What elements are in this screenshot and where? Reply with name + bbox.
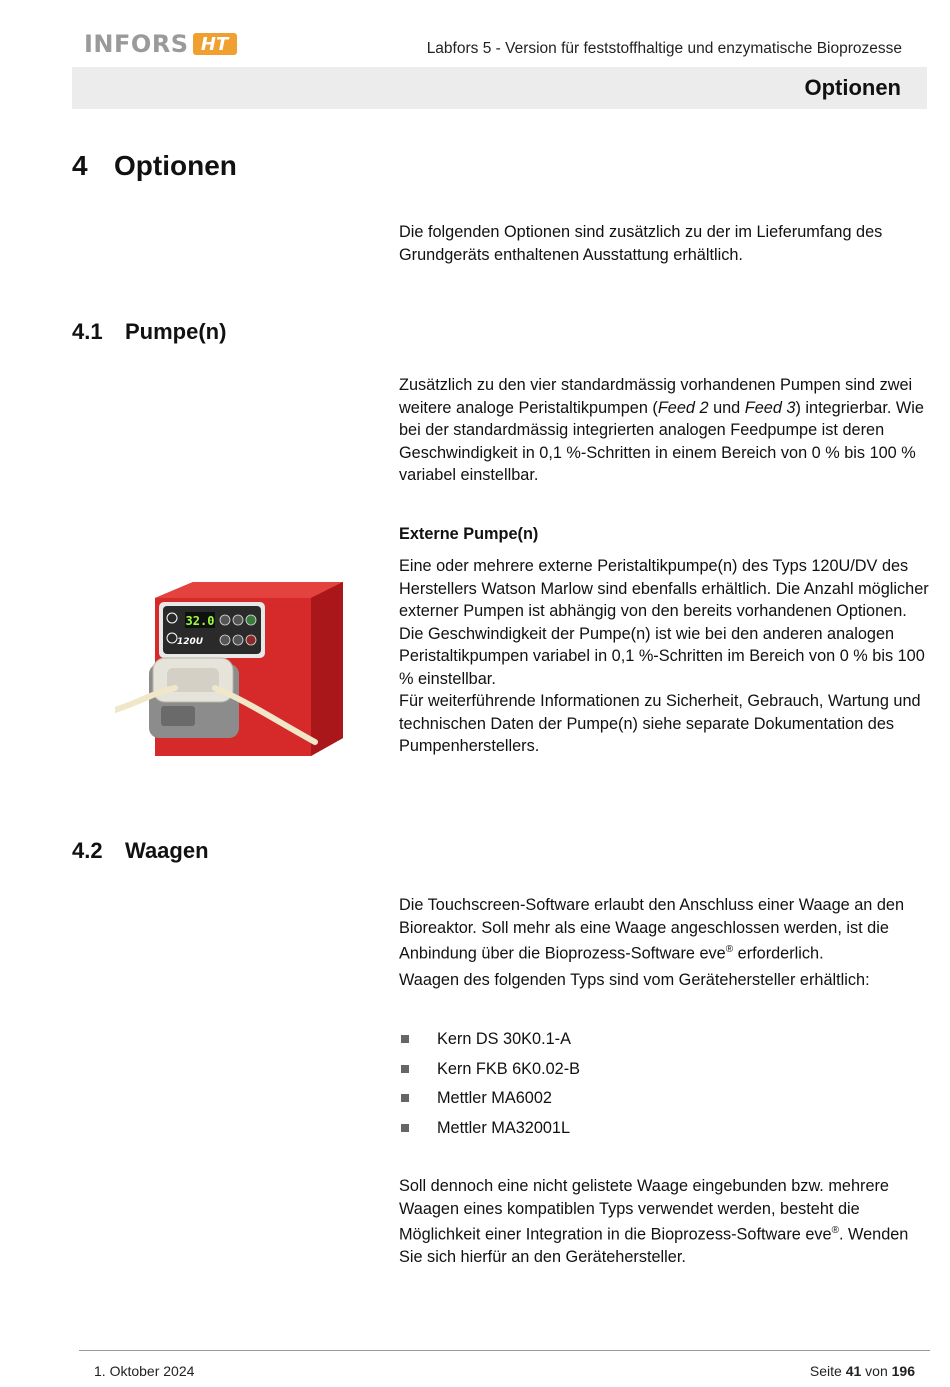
document-title: Labfors 5 - Version für feststoffhaltige und enzymatische Bioprozesse	[426, 40, 902, 57]
pump-model-label: 120U	[177, 637, 204, 647]
footer-page-number: Seite 41 von 196	[809, 1363, 915, 1379]
section-heading-pumps	[72, 319, 226, 345]
header-section-title: Optionen	[804, 75, 901, 100]
bullet-square-icon	[401, 1035, 409, 1043]
pump-button-1	[220, 615, 230, 625]
feed-3-label: Feed 3	[744, 398, 796, 417]
pump-start-button	[246, 615, 256, 625]
bullet-square-icon	[401, 1094, 409, 1102]
pump-body-top	[155, 582, 343, 598]
scales-paragraph-3: Soll dennoch eine nicht gelistete Waage eingebunden bzw. mehrere Waagen eines kompatiblen Typs verwendet werden, besteht die Möglichkeit einer Integration in die Bioprozess-Software eve®. Wenden Sie sich hierfür an den Gerätehersteller.	[399, 1177, 909, 1266]
feed-2-label: Feed 2	[657, 398, 709, 417]
pump-button-2	[233, 615, 243, 625]
header-bar	[72, 67, 927, 109]
bullet-square-icon	[401, 1065, 409, 1073]
scales-paragraph-1: Die Touchscreen-Software erlaubt den Anschluss einer Waage an den Bioreaktor. Soll mehr als eine Waage angeschlossen werden, ist die Anbindung über die Bioprozess-Software eve® erforderlich.	[399, 896, 905, 963]
section-number: 4.2	[72, 838, 103, 863]
pump-body-right	[311, 582, 343, 756]
external-pumps-heading: Externe Pumpe(n)	[399, 525, 539, 543]
external-pumps-text	[399, 555, 931, 758]
scales-list	[399, 1028, 580, 1146]
company-logo	[84, 30, 237, 58]
external-pumps-p2: Die Geschwindigkeit der Pumpe(n) ist wie bei den anderen analogen Peristaltikpumpen variabel in 0,1 %-Schritten im Bereich von 0 % bis 100 % einstellbar.	[399, 624, 925, 688]
bullet-square-icon	[401, 1124, 409, 1132]
pump-head-label	[161, 706, 195, 726]
list-item: Mettler MA32001L	[399, 1117, 580, 1147]
pump-button-3	[220, 635, 230, 645]
scales-paragraph-2: Waagen des folgenden Typs sind vom Gerätehersteller erhältlich:	[399, 971, 870, 989]
section-number: 4.1	[72, 319, 103, 344]
section-title: Waagen	[125, 838, 209, 863]
list-item: Kern DS 30K0.1-A	[399, 1028, 580, 1058]
chapter-heading	[72, 150, 237, 182]
chapter-number: 4	[72, 150, 88, 181]
pump-stop-button	[246, 635, 256, 645]
pump-display-value: 32.0	[185, 614, 215, 628]
section-title: Pumpe(n)	[125, 319, 227, 344]
list-item: Mettler MA6002	[399, 1087, 580, 1117]
peristaltic-pump-image	[115, 560, 347, 760]
logo-wordmark: INFORS	[84, 30, 189, 58]
pump-button-4	[233, 635, 243, 645]
external-pumps-p3: Für weiterführende Informationen zu Sicherheit, Gebrauch, Wartung und technischen Daten der Pumpe(n) siehe separate Dokumentation des Pumpenherstellers.	[399, 692, 921, 755]
section-heading-scales	[72, 838, 209, 864]
pumps-paragraph: Zusätzlich zu den vier standardmässig vorhandenen Pumpen sind zwei weitere analoge Peristaltikpumpen (Feed 2 und Feed 3) integrierbar. Wie bei der standardmässig integrierten analogen Feedpumpe ist deren Geschwindigkeit in 0,1 %-Schritten in einem Bereich von 0 % bis 100 % variabel einstellbar.	[399, 376, 924, 484]
footer-date: 1. Oktober 2024	[94, 1363, 195, 1379]
footer-divider	[79, 1350, 930, 1351]
chapter-intro: Die folgenden Optionen sind zusätzlich zu der im Lieferumfang des Grundgeräts enthaltenen Ausstattung erhältlich.	[399, 223, 883, 264]
chapter-title: Optionen	[114, 150, 237, 181]
logo-mark: HT	[193, 33, 237, 55]
list-item: Kern FKB 6K0.02-B	[399, 1058, 580, 1088]
external-pumps-p1: Eine oder mehrere externe Peristaltikpumpe(n) des Typs 120U/DV des Herstellers Watson Marlow sind ebenfalls erhältlich. Die Anzahl möglicher externer Pumpen ist abhängig von den bereits vorhandenen Optionen.	[399, 557, 929, 620]
